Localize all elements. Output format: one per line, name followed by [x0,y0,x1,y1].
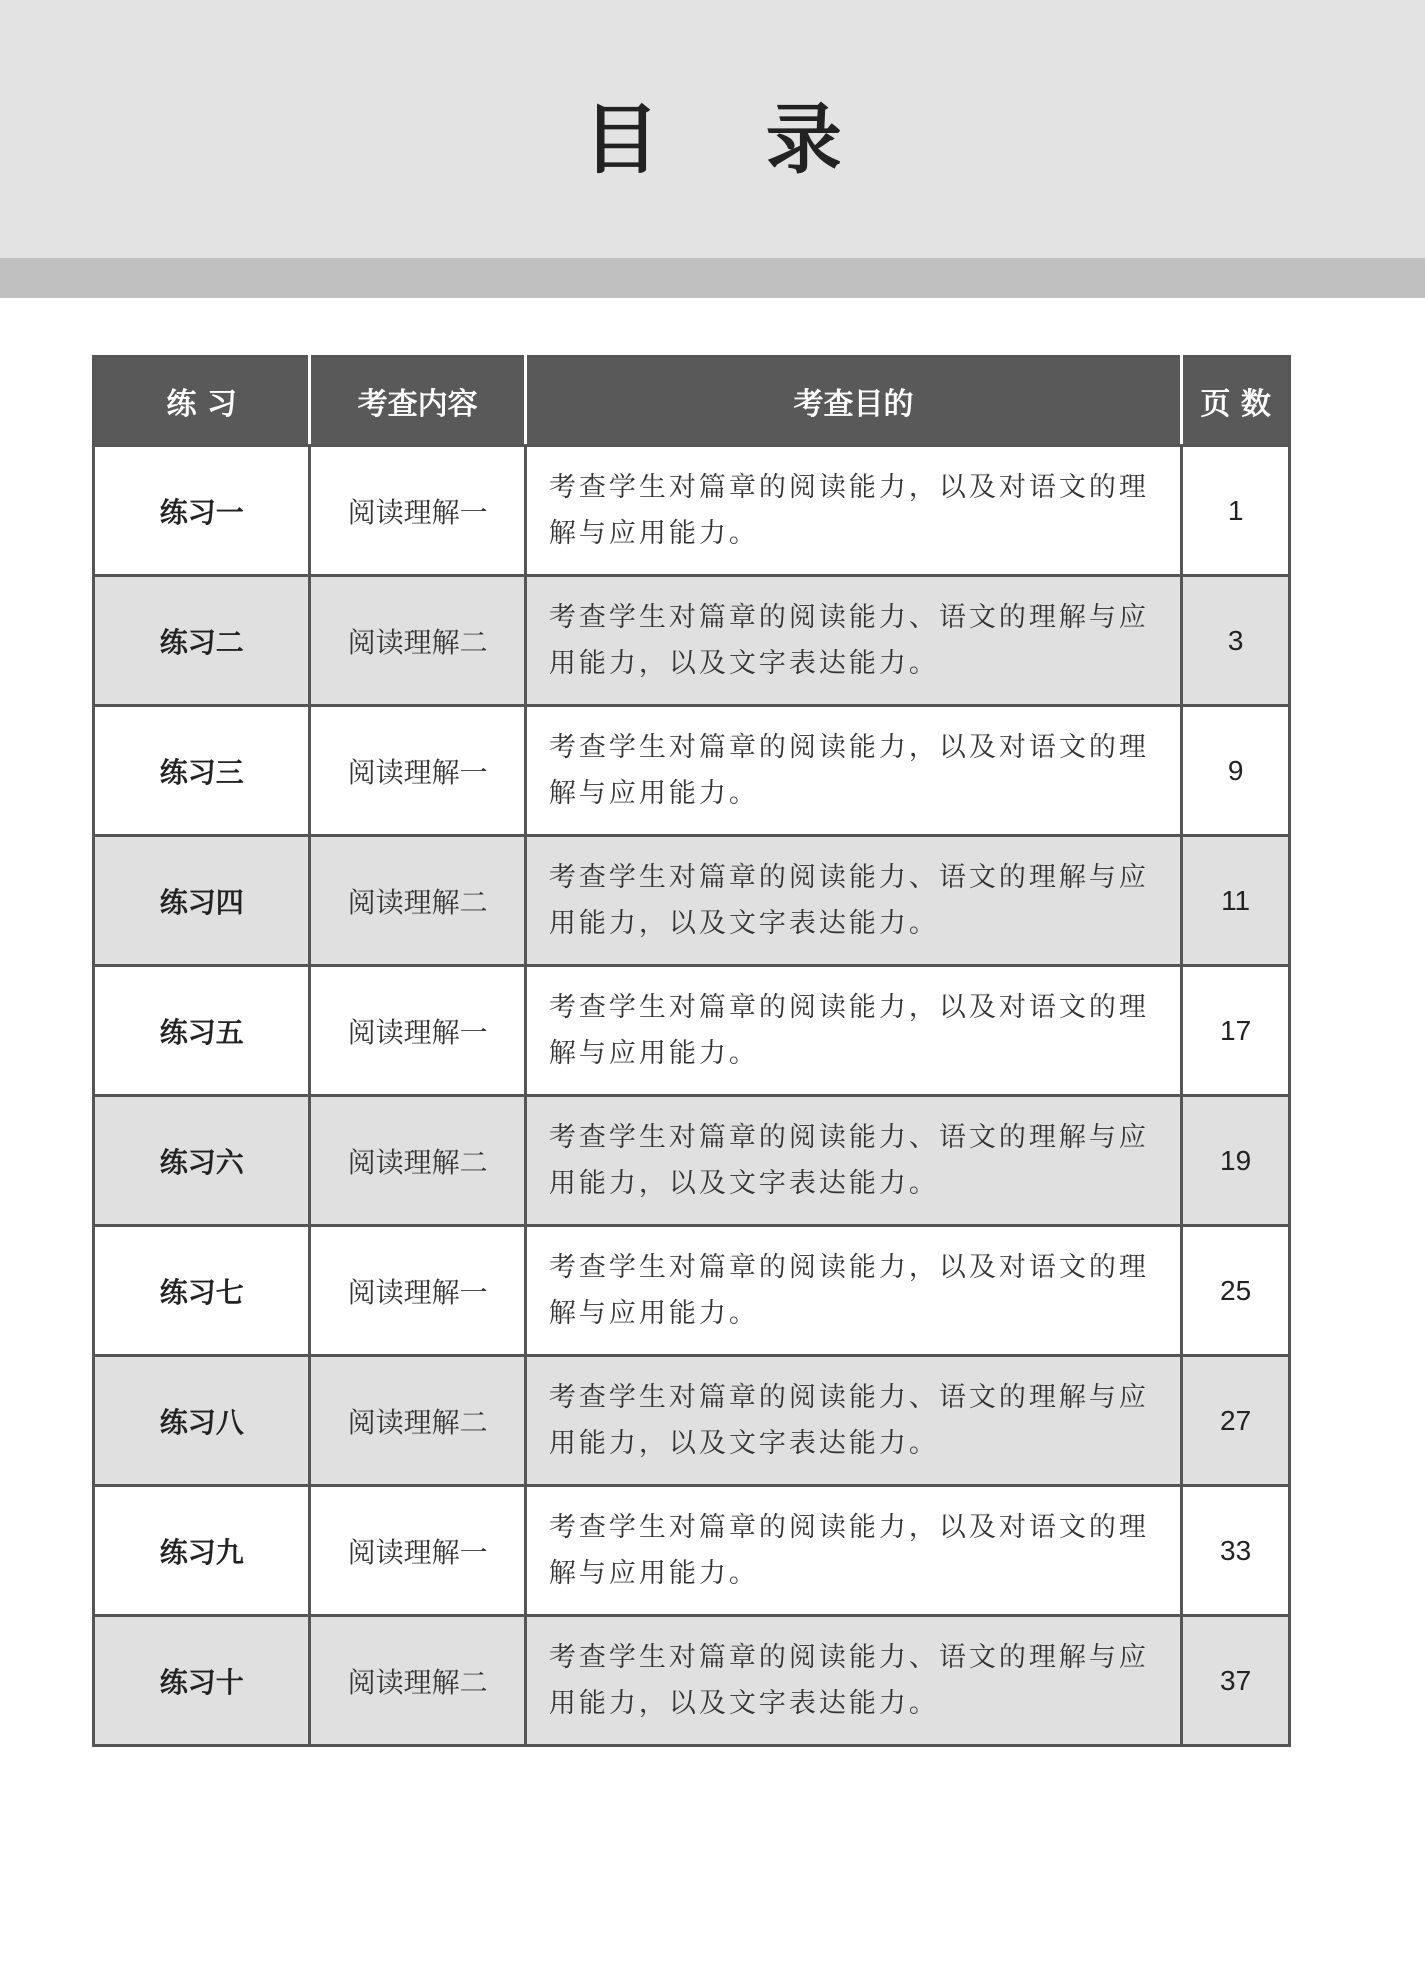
content-cell: 阅读理解一 [310,446,525,576]
content-cell: 阅读理解二 [310,836,525,966]
page-cell: 27 [1182,1356,1290,1486]
page-cell: 33 [1182,1486,1290,1616]
page-cell: 1 [1182,446,1290,576]
exercise-cell: 练习二 [94,576,310,706]
purpose-cell: 考查学生对篇章的阅读能力，以及对语文的理解与应用能力。 [525,1486,1181,1616]
purpose-cell: 考查学生对篇章的阅读能力、语文的理解与应用能力，以及文字表达能力。 [525,836,1181,966]
table-row [94,1096,1290,1226]
exercise-cell: 练习一 [94,446,310,576]
purpose-cell: 考查学生对篇章的阅读能力，以及对语文的理解与应用能力。 [525,1226,1181,1356]
header-page: 页 数 [1182,357,1290,446]
exercise-cell: 练习五 [94,966,310,1096]
page-cell: 11 [1182,836,1290,966]
table-row [94,446,1290,576]
header-band [0,258,1425,298]
purpose-cell: 考查学生对篇章的阅读能力、语文的理解与应用能力，以及文字表达能力。 [525,1096,1181,1226]
page-cell: 9 [1182,706,1290,836]
header-content: 考查内容 [310,357,525,446]
content-cell: 阅读理解一 [310,1226,525,1356]
header-purpose: 考查目的 [525,357,1181,446]
page-title: 目 录 [583,95,882,184]
purpose-cell: 考查学生对篇章的阅读能力、语文的理解与应用能力，以及文字表达能力。 [525,1356,1181,1486]
exercise-cell: 练习三 [94,706,310,836]
table-row [94,1486,1290,1616]
purpose-cell: 考查学生对篇章的阅读能力，以及对语文的理解与应用能力。 [525,706,1181,836]
exercise-cell: 练习八 [94,1356,310,1486]
table-row [94,576,1290,706]
page-cell: 17 [1182,966,1290,1096]
content-cell: 阅读理解二 [310,576,525,706]
contents-table [92,355,1291,1747]
exercise-cell: 练习四 [94,836,310,966]
purpose-cell: 考查学生对篇章的阅读能力、语文的理解与应用能力，以及文字表达能力。 [525,1616,1181,1746]
page-cell: 3 [1182,576,1290,706]
exercise-cell: 练习十 [94,1616,310,1746]
page-cell: 37 [1182,1616,1290,1746]
page-cell: 19 [1182,1096,1290,1226]
content-cell: 阅读理解二 [310,1616,525,1746]
table-row [94,1226,1290,1356]
header-exercise: 练 习 [94,357,310,446]
page-cell: 25 [1182,1226,1290,1356]
content-cell: 阅读理解一 [310,966,525,1096]
exercise-cell: 练习七 [94,1226,310,1356]
exercise-cell: 练习六 [94,1096,310,1226]
table-row [94,966,1290,1096]
content-cell: 阅读理解一 [310,706,525,836]
content-cell: 阅读理解一 [310,1486,525,1616]
table-row [94,706,1290,836]
table-row [94,1616,1290,1746]
table-row [94,836,1290,966]
exercise-cell: 练习九 [94,1486,310,1616]
content-cell: 阅读理解二 [310,1356,525,1486]
content-cell: 阅读理解二 [310,1096,525,1226]
purpose-cell: 考查学生对篇章的阅读能力，以及对语文的理解与应用能力。 [525,446,1181,576]
purpose-cell: 考查学生对篇章的阅读能力、语文的理解与应用能力，以及文字表达能力。 [525,576,1181,706]
table-row [94,1356,1290,1486]
purpose-cell: 考查学生对篇章的阅读能力，以及对语文的理解与应用能力。 [525,966,1181,1096]
